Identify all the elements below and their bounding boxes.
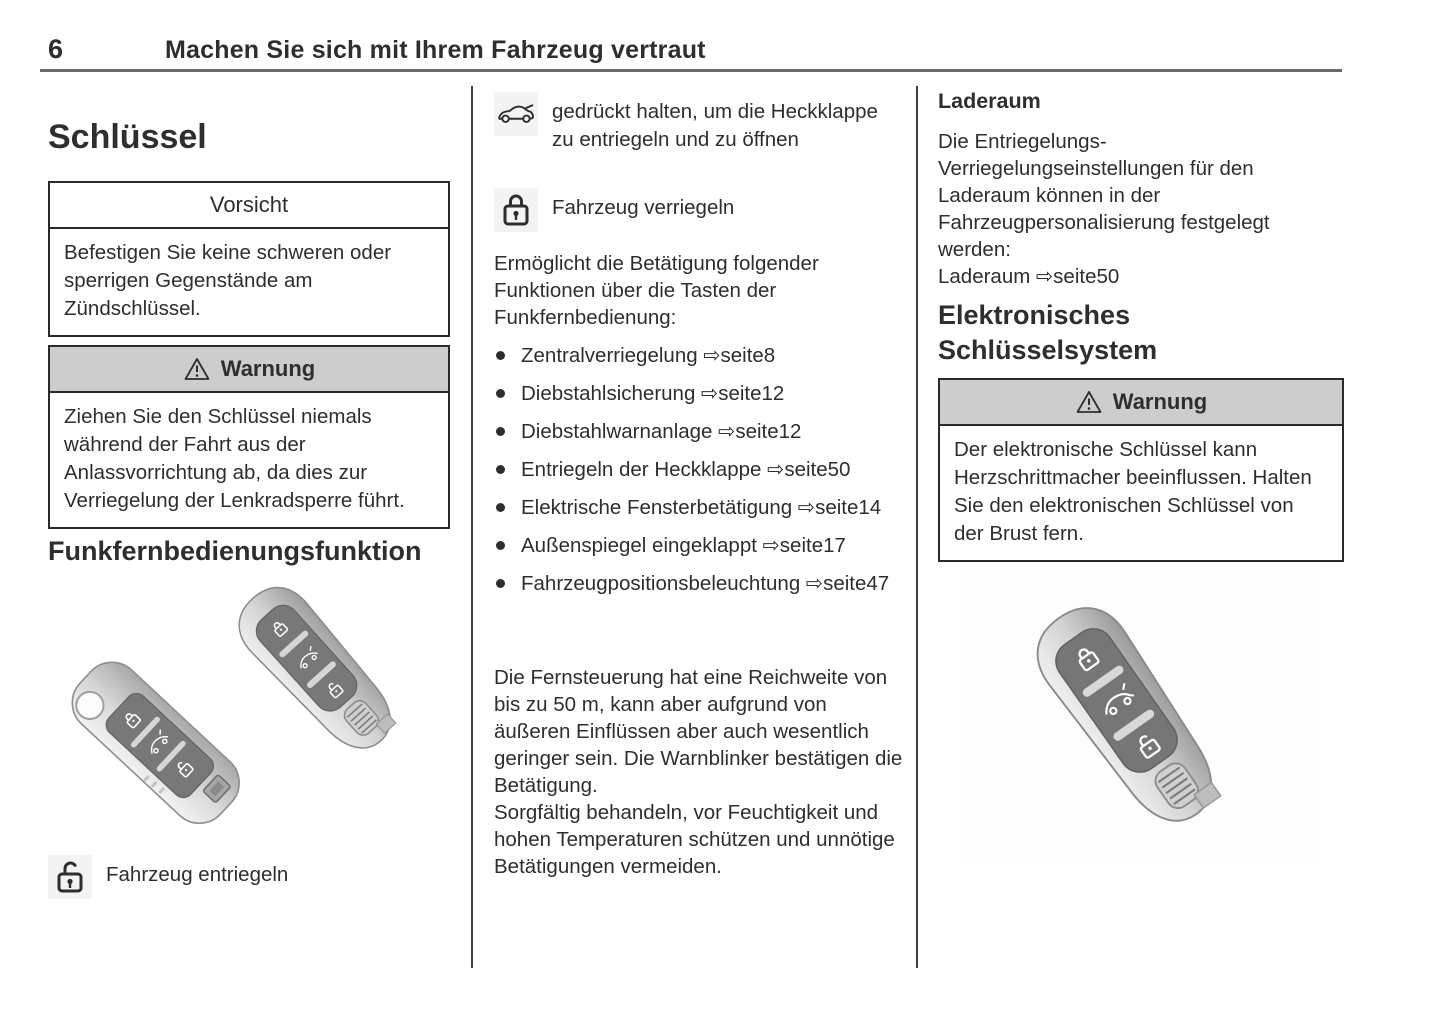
remote-functions-list [494, 342, 906, 608]
list-item: Außenspiegel eingeklappt ⇨seite17 [494, 532, 893, 559]
remote-keys-image [73, 582, 438, 840]
caution-box [48, 181, 450, 337]
trunk-legend-label: gedrückt halten, um die Heckklappe zu entriegeln und zu öffnen [552, 100, 878, 151]
warning-triangle-icon [183, 356, 211, 382]
warning-box-body: Ziehen Sie den Schlüssel niemals während der Fahrt aus der Anlassvorrichtung ab, da dies zur Verriegelung der Lenkradsperre führt. [64, 405, 405, 512]
section-title-elektronisches-schluesselsystem: Elektronisches Schlüsselsystem [938, 300, 1158, 365]
warning-box-body: Der elektronische Schlüssel kann Herzschrittmacher beeinflussen. Halten Sie den elektronischen Schlüssel von der Brust fern. [954, 438, 1312, 545]
flip-key-illustration [49, 640, 265, 850]
list-item: Fahrzeugpositionsbeleuchtung ⇨seite47 [494, 570, 893, 597]
smart-key-illustration [217, 565, 422, 778]
list-item: Zentralverriegelung ⇨seite8 [494, 342, 893, 369]
caution-box-title: Vorsicht [209, 192, 289, 217]
trunk-release-icon [494, 92, 538, 136]
range-paragraph: Die Fernsteuerung hat eine Reichweite von bis zu 50 m, kann aber aufgrund von äußeren Einflüssen aber auch wesentlich geringer sein. Die Warnblinker bestätigen die Betätigung. [494, 666, 903, 797]
warning-box-header [940, 380, 1342, 426]
warning-box-title: Warnung [220, 356, 316, 381]
warning-box-title: Warnung [1112, 389, 1208, 414]
lock-closed-icon [494, 188, 538, 232]
unlock-legend-label: Fahrzeug entriegeln [106, 863, 289, 886]
column-divider [471, 86, 473, 968]
list-item: Diebstahlwarnanlage ⇨seite12 [494, 418, 893, 445]
list-item: Entriegeln der Heckklappe ⇨seite50 [494, 456, 893, 483]
list-item: Elektrische Fensterbetätigung ⇨seite14 [494, 494, 893, 521]
subsection-title-laderaum: Laderaum [938, 89, 1041, 113]
trunk-legend-row [494, 92, 906, 154]
laderaum-link-line: Laderaum ⇨seite50 [938, 265, 1120, 288]
lock-legend-row [494, 188, 906, 232]
electronic-key-illustration [1010, 582, 1250, 856]
warning-box-header [50, 347, 448, 393]
left-column [48, 0, 451, 1018]
unlock-legend-row [48, 855, 446, 899]
warning-box [48, 345, 450, 529]
caution-box-header [50, 183, 448, 229]
column-divider [916, 86, 918, 968]
warning-triangle-icon [1075, 389, 1103, 415]
remote-range-block [494, 664, 906, 880]
care-paragraph: Sorgfältig behandeln, vor Feuchtigkeit und hohen Temperaturen schützen und unnötige Betätigungen vermeiden. [494, 801, 895, 878]
subsection-title-funkfernbedienung: Funkfernbedienungsfunktion [48, 536, 422, 566]
remote-functions-intro: Ermöglicht die Betätigung folgender Funktionen über die Tasten der Funkfernbedienung: [494, 252, 819, 329]
middle-column [494, 0, 906, 1018]
lock-legend-label: Fahrzeug verriegeln [552, 196, 735, 219]
list-item: Diebstahlsicherung ⇨seite12 [494, 380, 893, 407]
warning-box [938, 378, 1344, 562]
electronic-key-image [960, 570, 1320, 863]
caution-box-body: Befestigen Sie keine schweren oder sperrigen Gegenstände am Zündschlüssel. [64, 241, 392, 320]
lock-open-icon [48, 855, 92, 899]
laderaum-paragraph: Die Entriegelungs-Verriegelungseinstellungen für den Laderaum können in der Fahrzeugpersonalisierung festgelegt werden: [938, 130, 1270, 261]
page-number: 6 [48, 34, 64, 64]
laderaum-block [938, 128, 1344, 290]
section-title-schluessel: Schlüssel [48, 118, 207, 156]
right-column [938, 0, 1344, 1018]
chapter-title: Machen Sie sich mit Ihrem Fahrzeug vertraut [165, 36, 706, 64]
